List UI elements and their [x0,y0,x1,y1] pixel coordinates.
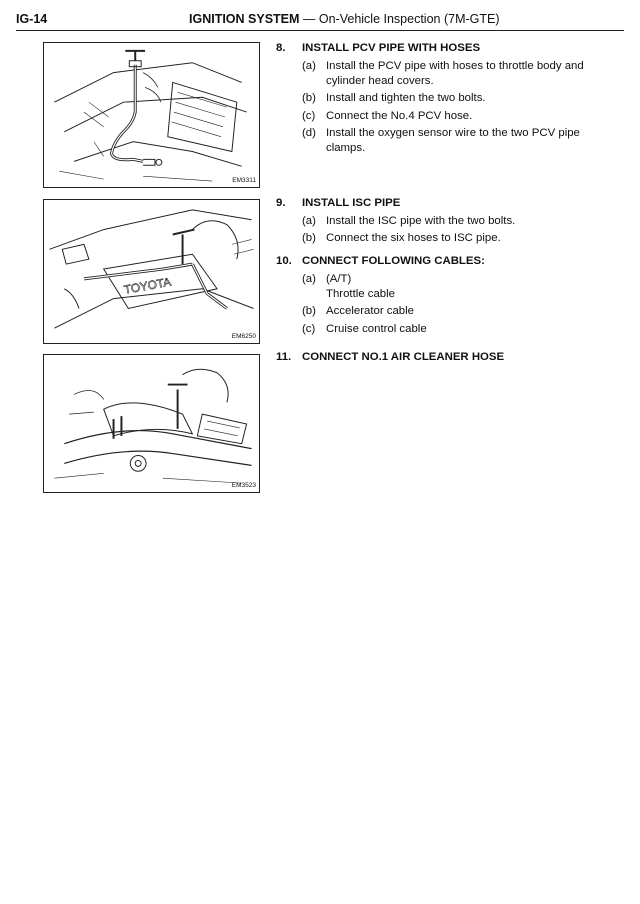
step-heading [276,196,616,211]
page-code: IG-14 [16,12,48,26]
step-title: INSTALL PCV PIPE WITH HOSES [302,42,481,54]
page-header [16,10,624,31]
substep-text: Cruise control cable [326,322,427,335]
substep-text-line: (A/T) [326,272,352,285]
substep-text-line: Throttle cable [326,287,396,300]
figure-code: EM3523 [231,482,256,489]
substep-letter: (d) [302,127,316,139]
step-heading [276,41,616,56]
step-title: INSTALL ISC PIPE [302,197,401,209]
isc-pipe-illustration [44,200,259,343]
substep-text: Install the oxygen sensor wire to the two PCV pipe clamps. [326,127,580,154]
substep [276,322,616,337]
substep-letter: (b) [302,232,316,244]
step-number: 11. [276,351,292,363]
figure-code: EM6250 [231,333,256,340]
pcv-pipe-illustration [44,43,259,187]
substep [276,231,616,246]
section-title-bold: IGNITION SYSTEM [189,12,300,26]
figure-code: EM3311 [232,177,256,184]
substep [276,91,616,106]
step-9 [276,196,616,246]
substep-text: Install and tighten the two bolts. [326,92,486,104]
step-number: 10. [276,255,292,267]
substep [276,272,616,302]
substep-letter: (a) [302,214,316,227]
substep-letter: (b) [302,305,316,317]
substep-letter: (c) [302,322,316,335]
step-title: CONNECT NO.1 AIR CLEANER HOSE [302,351,505,363]
substep-text: Connect the No.4 PCV hose. [326,109,473,122]
step-number: 9. [276,197,286,209]
section-title [189,12,500,26]
substep [276,109,616,124]
substep [276,126,616,156]
step-heading [276,254,616,269]
figure-pcv-pipe [43,42,260,188]
substep-text [326,272,616,302]
figure-air-cleaner-hose [43,354,260,493]
step-title: CONNECT FOLLOWING CABLES: [302,255,485,267]
svg-text:TOYOTA: TOYOTA [122,274,173,297]
substep-text: Accelerator cable [326,305,415,317]
substep [276,304,616,319]
air-cleaner-hose-illustration [44,355,259,492]
substep-text: Install the PCV pipe with hoses to throttle body and cylinder head covers. [326,59,584,87]
substep [276,59,616,89]
step-10 [276,254,616,337]
step-8 [276,41,616,156]
section-title-rest: — On-Vehicle Inspection (7M-GTE) [299,12,500,26]
substep [276,214,616,229]
substep-letter: (b) [302,92,316,104]
substep-text: Install the ISC pipe with the two bolts. [326,214,516,227]
substep-letter: (a) [302,59,316,72]
substep-letter: (c) [302,109,316,122]
step-heading [276,350,616,365]
figure-isc-pipe [43,199,260,344]
step-11 [276,350,616,365]
substep-text: Connect the six hoses to ISC pipe. [326,232,501,244]
step-number: 8. [276,42,286,54]
substep-letter: (a) [302,272,316,285]
